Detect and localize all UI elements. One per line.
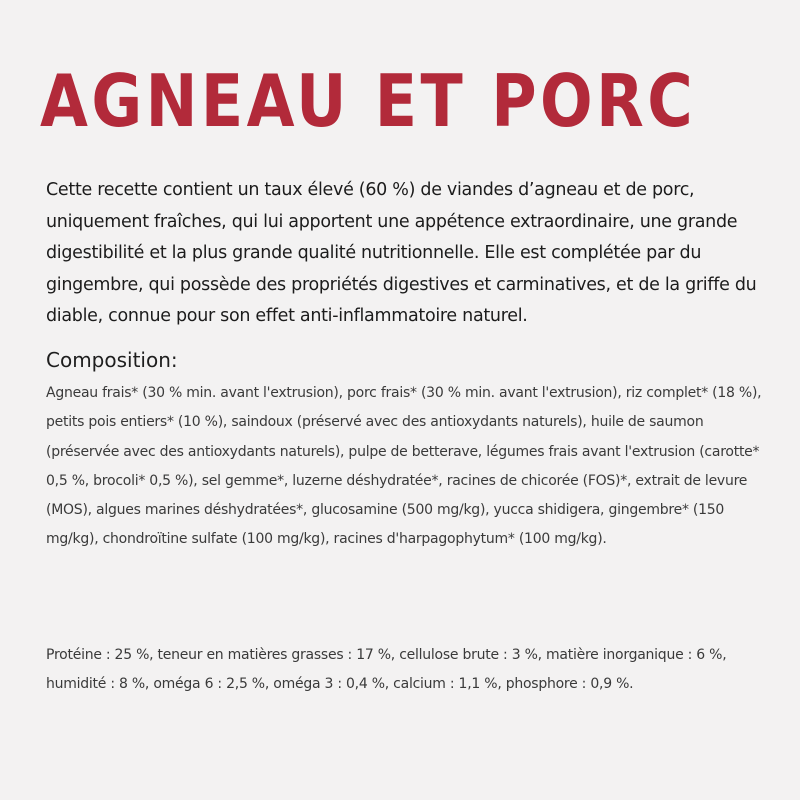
recipe-description: Cette recette contient un taux élevé (60 %) de viandes d’agneau et de porc, uniquement fraîches, qui lui apportent une appétence extraordinaire, une grande digestibilité et la plus grande qualité nutritionnelle. Elle est complétée par du gingembre, qui possède des propriétés digestives et carminatives, et de la griffe du diable, connue pour son effet anti-inflammatoire naturel. [46,180,757,326]
analytical-constituents: Protéine : 25 %, teneur en matières grasses : 17 %, cellulose brute : 3 %, matière inorganique : 6 %, humidité : 8 %, oméga 6 : 2,5 %, oméga 3 : 0,4 %, calcium : 1,1 %, phosphore : 0,9 %. [46,647,727,693]
product-title: AGNEAU ET PORC [40,59,697,143]
composition-heading: Composition: [46,348,178,372]
composition-ingredients: Agneau frais* (30 % min. avant l'extrusion), porc frais* (30 % min. avant l'extrusion), riz complet* (18 %), petits pois entiers* (10 %), saindoux (préservé avec des antioxydants naturels), huile de saumon (préservée avec des antioxydants naturels), pulpe de betterave, légumes frais avant l'extrusion (carotte* 0,5 %, brocoli* 0,5 %), sel gemme*, luzerne déshydratée*, racines de chicorée (FOS)*, extrait de levure (MOS), algues marines déshydratées*, glucosamine (500 mg/kg), yucca shidigera, gingembre* (150 mg/kg), chondroïtine sulfate (100 mg/kg), racines d'harpagophytum* (100 mg/kg). [46,385,762,548]
